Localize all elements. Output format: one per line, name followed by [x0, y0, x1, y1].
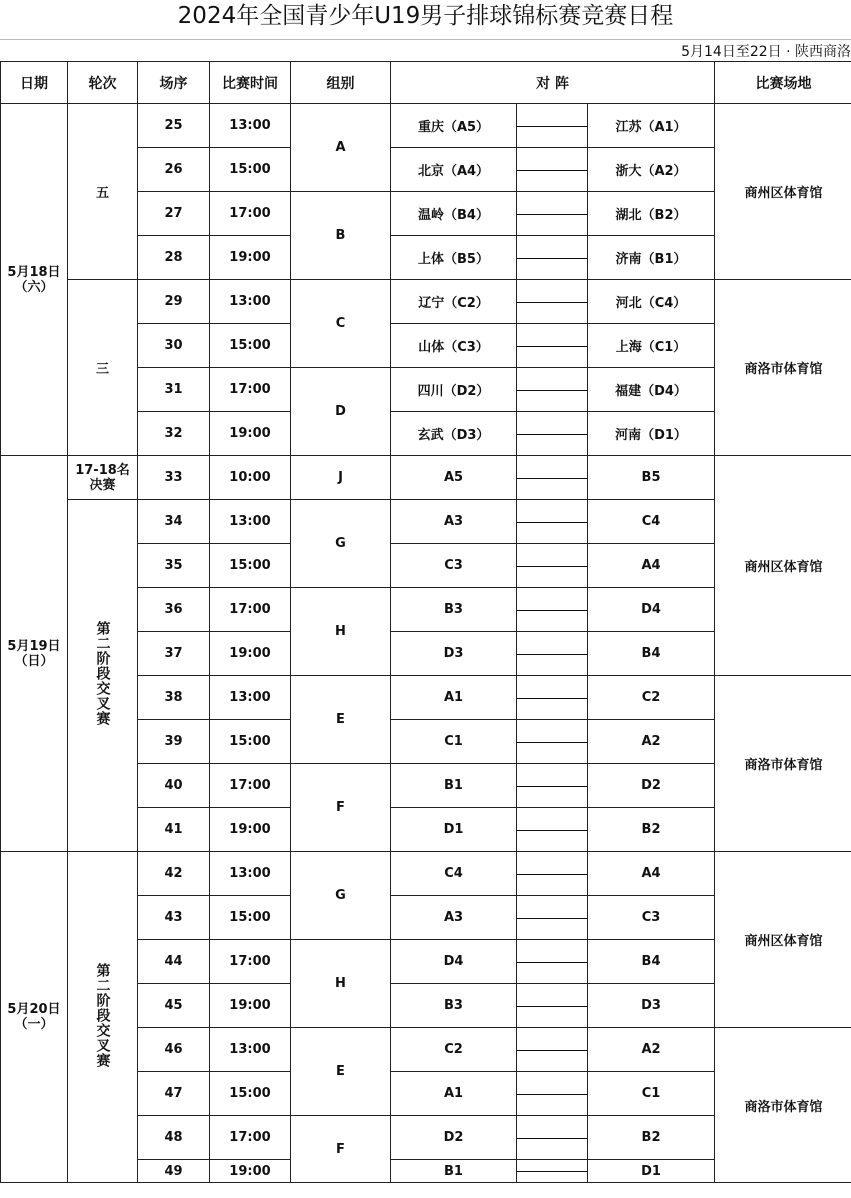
versus-line	[517, 676, 588, 720]
team-home: 山体（C3）	[391, 324, 517, 368]
match-time: 19:00	[210, 984, 291, 1028]
team-home: 温岭（B4）	[391, 192, 517, 236]
header-group: 组别	[291, 62, 391, 104]
versus-line	[517, 280, 588, 324]
date-day: 5月18日	[7, 264, 61, 280]
date-cell	[1, 456, 68, 852]
match-time: 15:00	[210, 148, 291, 192]
header-round: 轮次	[68, 62, 138, 104]
team-away: A4	[588, 544, 715, 588]
round-label-line1: 17-18名	[75, 462, 130, 478]
page-title: 2024年全国青少年U19男子排球锦标赛竞赛日程	[177, 3, 674, 29]
table-row	[1, 280, 851, 324]
team-home: 四川（D2）	[391, 368, 517, 412]
match-time: 15:00	[210, 720, 291, 764]
team-home: C3	[391, 544, 517, 588]
header-match-no: 场序	[138, 62, 210, 104]
round-cell: 三	[68, 280, 138, 456]
team-away: 上海（C1）	[588, 324, 715, 368]
match-time: 13:00	[210, 852, 291, 896]
schedule-table	[0, 61, 851, 1183]
group-cell: F	[291, 764, 391, 852]
team-away: B4	[588, 940, 715, 984]
table-row	[1, 456, 851, 500]
header-venue: 比赛场地	[715, 62, 851, 104]
match-no: 32	[138, 412, 210, 456]
match-no: 45	[138, 984, 210, 1028]
team-away: C1	[588, 1072, 715, 1116]
versus-line	[517, 940, 588, 984]
team-away: B5	[588, 456, 715, 500]
match-time: 17:00	[210, 368, 291, 412]
group-cell: H	[291, 940, 391, 1028]
versus-line	[517, 412, 588, 456]
match-time: 13:00	[210, 500, 291, 544]
team-home: 玄武（D3）	[391, 412, 517, 456]
venue-cell: 商州区体育馆	[715, 104, 851, 280]
match-time: 17:00	[210, 940, 291, 984]
header-matchup: 对 阵	[391, 62, 715, 104]
match-time: 15:00	[210, 896, 291, 940]
match-time: 13:00	[210, 104, 291, 148]
round-label: 第二阶段交叉赛	[94, 962, 111, 1068]
date-weekday: （六）	[14, 279, 54, 295]
match-no: 31	[138, 368, 210, 412]
team-away: A2	[588, 1028, 715, 1072]
round-cell	[68, 852, 138, 1183]
team-home: A3	[391, 500, 517, 544]
match-no: 47	[138, 1072, 210, 1116]
match-no: 33	[138, 456, 210, 500]
versus-line	[517, 984, 588, 1028]
team-home: A5	[391, 456, 517, 500]
team-away: C2	[588, 676, 715, 720]
round-cell: 五	[68, 104, 138, 280]
team-away: D4	[588, 588, 715, 632]
versus-line	[517, 1116, 588, 1160]
venue-cell: 商州区体育馆	[715, 852, 851, 1028]
match-time: 19:00	[210, 808, 291, 852]
match-time: 15:00	[210, 544, 291, 588]
date-weekday: （日）	[14, 653, 54, 669]
team-away: B4	[588, 632, 715, 676]
match-no: 42	[138, 852, 210, 896]
team-home: D1	[391, 808, 517, 852]
versus-line	[517, 632, 588, 676]
match-time: 10:00	[210, 456, 291, 500]
match-no: 41	[138, 808, 210, 852]
match-no: 49	[138, 1160, 210, 1183]
group-cell: B	[291, 192, 391, 280]
team-away: C4	[588, 500, 715, 544]
group-cell: D	[291, 368, 391, 456]
match-no: 46	[138, 1028, 210, 1072]
team-away: A4	[588, 852, 715, 896]
date-cell	[1, 104, 68, 456]
versus-line	[517, 896, 588, 940]
table-row	[1, 852, 851, 896]
team-home: D3	[391, 632, 517, 676]
team-away: A2	[588, 720, 715, 764]
group-cell: E	[291, 676, 391, 764]
team-away: C3	[588, 896, 715, 940]
versus-line	[517, 808, 588, 852]
subtitle-band	[0, 39, 851, 61]
team-home: B3	[391, 984, 517, 1028]
versus-line	[517, 852, 588, 896]
team-home: 重庆（A5）	[391, 104, 517, 148]
group-cell: G	[291, 852, 391, 940]
team-away: B2	[588, 1116, 715, 1160]
match-no: 27	[138, 192, 210, 236]
team-away: B2	[588, 808, 715, 852]
header-row	[1, 62, 851, 104]
team-away: D1	[588, 1160, 715, 1183]
match-no: 34	[138, 500, 210, 544]
team-home: A1	[391, 1072, 517, 1116]
match-time: 13:00	[210, 676, 291, 720]
team-away: 河南（D1）	[588, 412, 715, 456]
round-cell	[68, 500, 138, 852]
group-cell: H	[291, 588, 391, 676]
match-no: 39	[138, 720, 210, 764]
match-time: 17:00	[210, 1116, 291, 1160]
versus-line	[517, 456, 588, 500]
team-home: 上体（B5）	[391, 236, 517, 280]
team-away: 浙大（A2）	[588, 148, 715, 192]
match-time: 13:00	[210, 280, 291, 324]
match-no: 35	[138, 544, 210, 588]
match-time: 17:00	[210, 588, 291, 632]
team-away: D3	[588, 984, 715, 1028]
match-time: 13:00	[210, 1028, 291, 1072]
event-dates-location: 5月14日至22日 · 陕西商洛	[681, 44, 851, 60]
match-no: 25	[138, 104, 210, 148]
team-home: 辽宁（C2）	[391, 280, 517, 324]
team-home: D4	[391, 940, 517, 984]
team-away: 河北（C4）	[588, 280, 715, 324]
group-cell: A	[291, 104, 391, 192]
team-away: 江苏（A1）	[588, 104, 715, 148]
team-home: D2	[391, 1116, 517, 1160]
match-no: 28	[138, 236, 210, 280]
team-home: C2	[391, 1028, 517, 1072]
venue-cell: 商洛市体育馆	[715, 280, 851, 456]
versus-line	[517, 324, 588, 368]
round-cell	[68, 456, 138, 500]
versus-line	[517, 236, 588, 280]
match-no: 38	[138, 676, 210, 720]
versus-line	[517, 1028, 588, 1072]
venue-cell: 商州区体育馆	[715, 456, 851, 676]
versus-line	[517, 148, 588, 192]
team-home: B1	[391, 764, 517, 808]
header-time: 比赛时间	[210, 62, 291, 104]
team-home: A3	[391, 896, 517, 940]
match-no: 43	[138, 896, 210, 940]
round-label-line2: 决赛	[89, 477, 116, 493]
versus-line	[517, 500, 588, 544]
table-row	[1, 104, 851, 148]
team-home: C1	[391, 720, 517, 764]
versus-line	[517, 764, 588, 808]
match-time: 19:00	[210, 236, 291, 280]
match-no: 36	[138, 588, 210, 632]
match-time: 19:00	[210, 632, 291, 676]
versus-line	[517, 1160, 588, 1183]
match-no: 30	[138, 324, 210, 368]
match-time: 17:00	[210, 764, 291, 808]
team-away: 湖北（B2）	[588, 192, 715, 236]
group-cell: F	[291, 1116, 391, 1183]
venue-cell: 商洛市体育馆	[715, 676, 851, 852]
date-day: 5月19日	[7, 638, 61, 654]
match-time: 15:00	[210, 324, 291, 368]
group-cell: E	[291, 1028, 391, 1116]
date-cell	[1, 852, 68, 1183]
team-away: D2	[588, 764, 715, 808]
match-no: 40	[138, 764, 210, 808]
team-home: 北京（A4）	[391, 148, 517, 192]
team-away: 济南（B1）	[588, 236, 715, 280]
header-date: 日期	[1, 62, 68, 104]
team-home: A1	[391, 676, 517, 720]
group-cell: G	[291, 500, 391, 588]
match-no: 26	[138, 148, 210, 192]
match-time: 19:00	[210, 1160, 291, 1183]
group-cell: C	[291, 280, 391, 368]
versus-line	[517, 720, 588, 764]
match-no: 37	[138, 632, 210, 676]
team-home: C4	[391, 852, 517, 896]
team-away: 福建（D4）	[588, 368, 715, 412]
match-no: 29	[138, 280, 210, 324]
round-label: 第二阶段交叉赛	[94, 621, 111, 726]
match-time: 17:00	[210, 192, 291, 236]
group-cell: J	[291, 456, 391, 500]
date-day: 5月20日	[7, 1002, 61, 1017]
versus-line	[517, 192, 588, 236]
venue-cell: 商洛市体育馆	[715, 1028, 851, 1183]
match-no: 44	[138, 940, 210, 984]
versus-line	[517, 588, 588, 632]
team-home: B1	[391, 1160, 517, 1183]
match-time: 19:00	[210, 412, 291, 456]
match-no: 48	[138, 1116, 210, 1160]
versus-line	[517, 368, 588, 412]
date-weekday: （一）	[14, 1017, 54, 1032]
versus-line	[517, 1072, 588, 1116]
versus-line	[517, 104, 588, 148]
match-time: 15:00	[210, 1072, 291, 1116]
team-home: B3	[391, 588, 517, 632]
versus-line	[517, 544, 588, 588]
